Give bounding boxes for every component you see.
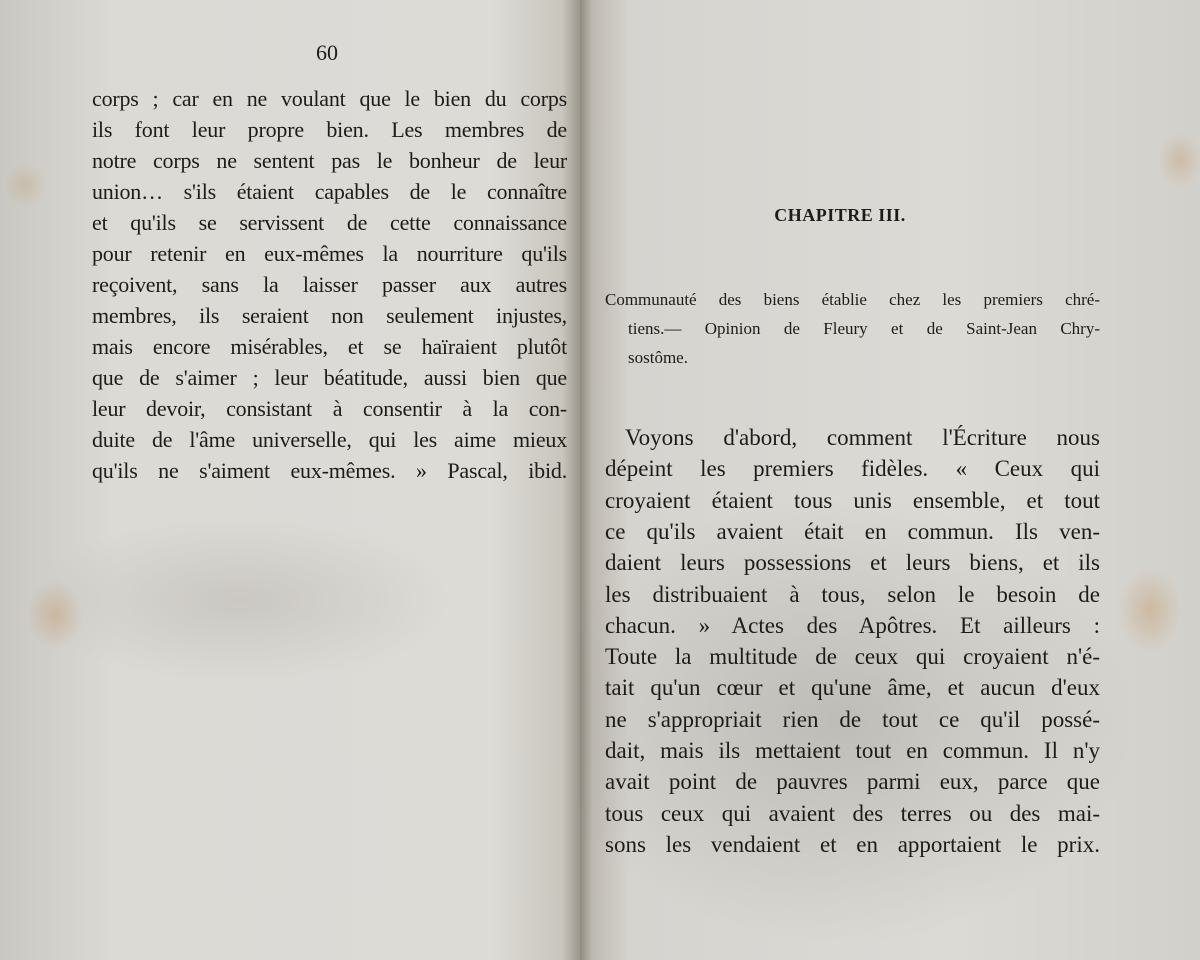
text-line: membres, ils seraient non seulement injustes,	[92, 303, 567, 328]
text-line: tiens.— Opinion de Fleury et de Saint-Jean Chry-	[628, 319, 1100, 338]
left-page	[0, 0, 580, 960]
text-line: Voyons d'abord, comment l'Écriture nous	[625, 425, 1100, 450]
right-page	[580, 0, 1200, 960]
text-line: leur devoir, consistant à consentir à la con-	[92, 396, 567, 421]
text-line: tait qu'un cœur et qu'une âme, et aucun d'eux	[605, 675, 1100, 701]
text-line: avait point de pauvres parmi eux, parce que	[605, 769, 1100, 795]
text-line: union… s'ils étaient capables de le connaître	[92, 179, 567, 204]
text-line: Toute la multitude de ceux qui croyaient n'é-	[605, 644, 1100, 670]
chapter-title: CHAPITRE III.	[774, 205, 906, 225]
text-line: ils font leur propre bien. Les membres de	[92, 117, 567, 142]
text-line: ce qu'ils avaient était en commun. Ils ven-	[605, 518, 1100, 544]
text-line: sons les vendaient et en apportaient le prix.	[605, 831, 1100, 857]
text-line: pour retenir en eux-mêmes la nourriture qu'ils	[92, 241, 567, 266]
text-line: dépeint les premiers fidèles. « Ceux qui	[605, 456, 1100, 482]
text-line: ne s'appropriait rien de tout ce qu'il possé-	[605, 706, 1100, 732]
text-line: croyaient étaient tous unis ensemble, et tout	[605, 487, 1100, 513]
text-line: qu'ils ne s'aiment eux-mêmes. » Pascal, ibid.	[92, 458, 567, 483]
text-line: chacun. » Actes des Apôtres. Et ailleurs :	[605, 612, 1100, 638]
text-line: dait, mais ils mettaient tout en commun. Il n'y	[605, 738, 1100, 763]
text-line: mais encore misérables, et se haïraient plutôt	[92, 334, 567, 359]
text-line: les distribuaient à tous, selon le besoin de	[605, 581, 1100, 607]
text-line: corps ; car en ne voulant que le bien du corps	[92, 86, 567, 111]
page-number: 60	[316, 40, 338, 65]
text-line: que de s'aimer ; leur béatitude, aussi bien que	[92, 365, 567, 390]
text-line: tous ceux qui avaient des terres ou des mai-	[605, 800, 1100, 826]
text-line: et qu'ils se servissent de cette connaissance	[92, 210, 567, 235]
text-line: daient leurs possessions et leurs biens, et ils	[605, 550, 1100, 576]
text-line: reçoivent, sans la laisser passer aux autres	[92, 272, 567, 297]
text-line: sostôme.	[628, 348, 688, 367]
text-line: notre corps ne sentent pas le bonheur de leur	[92, 148, 567, 173]
text-line: duite de l'âme universelle, qui les aime mieux	[92, 427, 567, 452]
text-line: Communauté des biens établie chez les premiers chré-	[605, 290, 1100, 309]
